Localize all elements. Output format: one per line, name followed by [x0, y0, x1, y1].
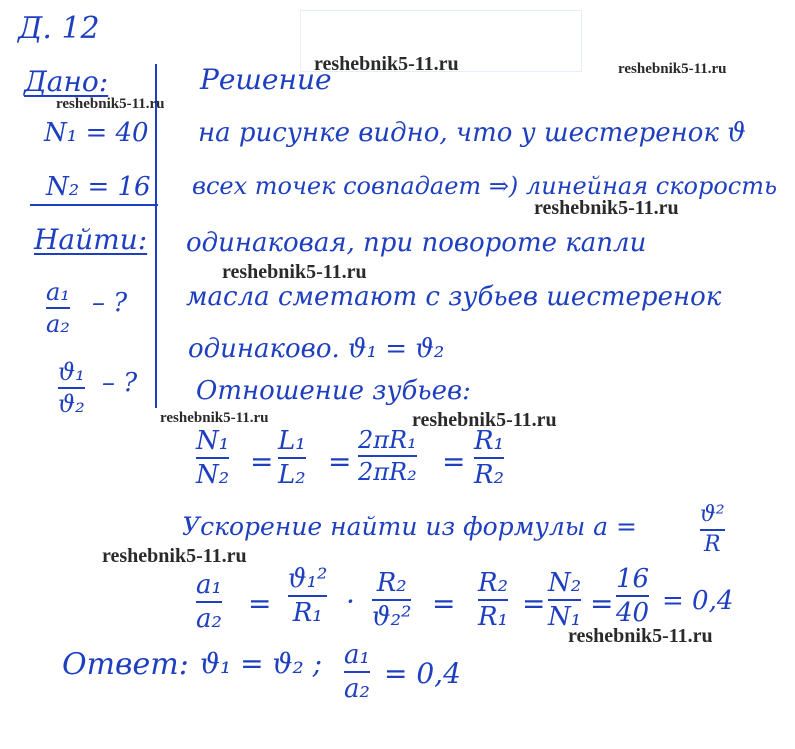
answer-label: Ответ: [62, 647, 189, 682]
fraction-bar [358, 455, 417, 457]
calc-a-den: a₂ [196, 604, 222, 634]
fraction-bar [372, 599, 411, 601]
calc-r2-den: ϑ₂² [372, 602, 412, 632]
ratio-n-den: N₂ [196, 460, 230, 490]
solution-line-1: на рисунке видно, что у шестеренок ϑ [198, 118, 746, 148]
calc-40: 40 [616, 598, 650, 628]
ratio-heading: Отношение зубьев: [196, 376, 471, 406]
given-vertical-line [155, 64, 157, 408]
watermark: reshebnik5-11.ru [568, 625, 713, 647]
fraction-bar [58, 387, 85, 389]
solution-heading: Решение [200, 63, 332, 96]
calc-v1-ratio [288, 566, 327, 626]
calc-r2-ratio [372, 570, 411, 630]
watermark: reshebnik5-11.ru [222, 261, 367, 283]
given-divider [30, 204, 158, 206]
watermark: reshebnik5-11.ru [618, 61, 727, 77]
calc-r2-num: R₂ [376, 568, 407, 598]
calc-n-num: N₂ [548, 568, 582, 598]
find-speed-question: – ? [102, 368, 138, 398]
watermark: reshebnik5-11.ru [534, 197, 679, 219]
watermark: reshebnik5-11.ru [102, 545, 247, 567]
accel-formula-den: R [703, 532, 721, 557]
calc-num-ratio [616, 566, 649, 626]
ratio-r-num: R₁ [474, 426, 504, 456]
ratio-l-num: L₁ [278, 426, 306, 456]
find-accel-den: a₂ [46, 310, 70, 338]
ratio-fraction-circ [358, 428, 417, 484]
calc-v1-num: ϑ₁² [288, 564, 328, 594]
fraction-bar [196, 457, 229, 459]
answer-accel-den: a₂ [344, 674, 370, 704]
fraction-bar [616, 595, 649, 597]
equals-sign: = [248, 587, 272, 620]
calc-a-num: a₁ [196, 570, 222, 600]
find-speed-ratio [58, 360, 85, 416]
equals-sign: = [432, 587, 456, 620]
watermark: reshebnik5-11.ru [56, 96, 165, 112]
fraction-bar [344, 671, 370, 673]
find-accel-num: a₁ [46, 278, 70, 306]
equals-sign: = [590, 587, 614, 620]
fraction-bar [196, 601, 222, 603]
calc-r-ratio [478, 570, 508, 630]
answer-speed: ϑ₁ = ϑ₂ ; [200, 647, 323, 680]
solution-line-4: масла сметают с зубьев шестеренок [186, 282, 722, 312]
multiply-dot: · [346, 585, 355, 618]
calc-r-num: R₂ [478, 568, 508, 598]
equals-sign: = [522, 587, 546, 620]
calc-n-ratio [548, 570, 581, 630]
given-heading: Дано: [24, 65, 109, 98]
solution-line-3: одинаковая, при повороте капли [186, 228, 647, 258]
solution-line-2: всех точек совпадает ⇒) линейная скорость [192, 172, 778, 200]
problem-number: Д. 12 [18, 11, 100, 46]
fraction-bar [288, 595, 327, 597]
equals-sign: = [442, 445, 466, 478]
ratio-fraction-r [474, 428, 504, 488]
calc-v1-den: R₁ [292, 598, 323, 628]
calc-16: 16 [616, 564, 650, 594]
calc-accel-ratio [196, 572, 222, 632]
accel-formula [700, 504, 725, 556]
fraction-bar [278, 457, 306, 459]
calc-n-den: N₁ [548, 602, 582, 632]
find-speed-num: ϑ₁ [58, 358, 85, 386]
watermark: reshebnik5-11.ru [412, 409, 557, 431]
calc-result: = 0,4 [662, 586, 734, 616]
fraction-bar [46, 307, 70, 309]
find-accel-ratio [46, 280, 70, 336]
ratio-r-den: R₂ [474, 460, 504, 490]
ratio-l-den: L₂ [278, 460, 306, 490]
ratio-fraction-l [278, 428, 306, 488]
equals-sign: = [250, 445, 274, 478]
ratio-n-num: N₁ [196, 426, 230, 456]
accel-formula-num: ϑ² [700, 502, 725, 527]
equals-sign: = [328, 445, 352, 478]
answer-accel-num: a₁ [344, 640, 370, 670]
calc-r-den: R₁ [478, 602, 508, 632]
fraction-bar [700, 529, 725, 531]
fraction-bar [474, 457, 504, 459]
answer-accel-ratio [344, 642, 370, 702]
solution-line-5: одинаково. ϑ₁ = ϑ₂ [188, 334, 445, 364]
ratio-fraction-n [196, 428, 229, 488]
ratio-circ-den: 2πR₂ [358, 458, 417, 486]
watermark: reshebnik5-11.ru [314, 53, 459, 75]
fraction-bar [478, 599, 508, 601]
find-accel-question: – ? [92, 288, 128, 318]
accel-text: Ускорение найти из формулы a = [182, 512, 637, 541]
watermark: reshebnik5-11.ru [160, 410, 269, 426]
find-speed-den: ϑ₂ [58, 390, 85, 418]
ratio-circ-num: 2πR₁ [358, 426, 417, 454]
answer-result: = 0,4 [384, 657, 461, 690]
fraction-bar [548, 599, 581, 601]
given-n1: N₁ = 40 [44, 118, 149, 148]
given-n2: N₂ = 16 [46, 172, 151, 202]
find-heading: Найти: [34, 223, 148, 256]
